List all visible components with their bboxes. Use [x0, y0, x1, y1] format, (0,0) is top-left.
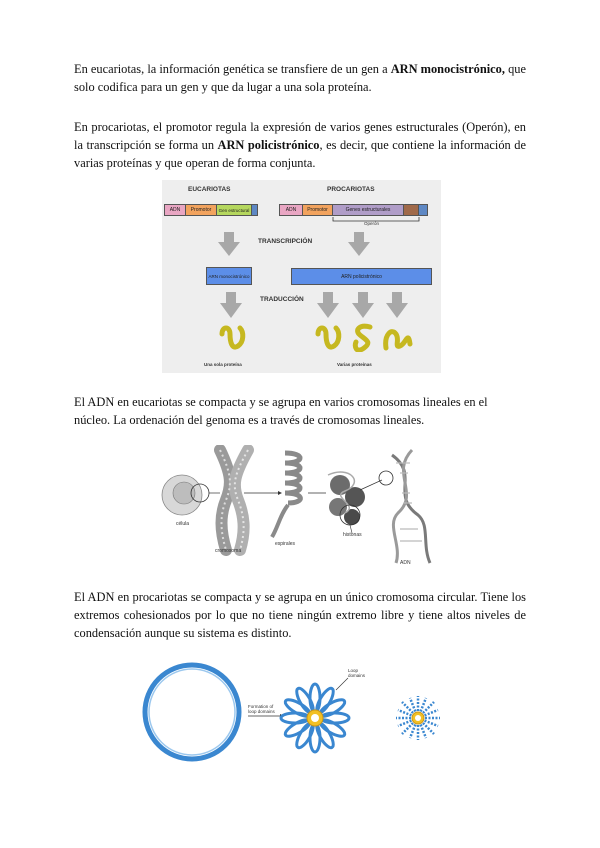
- gen-estructural-label: Gen estructural: [218, 207, 250, 213]
- protein-multi-1: [314, 324, 344, 354]
- arn-poli-label: ARN policistrónico: [341, 273, 382, 280]
- translation-arrow-right-1: [317, 292, 339, 318]
- nucleosome-icon: [328, 472, 382, 533]
- paragraph-arn-monocistronico: [74, 60, 526, 96]
- cromosoma-label: cromosoma: [215, 548, 242, 554]
- promotor-segment-right: [302, 204, 333, 216]
- paragraph-adn-procariotas: El ADN en procariotas se compacta y se agrupa en un único cromosoma circular. Tiene los extremos cohesionados por lo que no tiene ningún extremo libre y tiene altos niveles de condensación aunque su sistema es distinto.: [74, 590, 526, 640]
- protein-multi-3: [382, 324, 414, 354]
- adn-segment-left: [164, 204, 186, 216]
- brown-segment: [403, 204, 419, 216]
- cell-icon: [162, 475, 220, 515]
- genes-estructurales-segment: [332, 204, 404, 216]
- compaction-illustration: [160, 445, 460, 570]
- adn-segment-right-end: [418, 204, 428, 216]
- procariotas-title: PROCARIOTAS: [327, 186, 375, 193]
- varias-proteinas-label: Varias proteínas: [337, 362, 372, 367]
- promotor-segment-left: [185, 204, 217, 216]
- eucariotas-title: EUCARIOTAS: [188, 186, 231, 193]
- espirales-label: espirales: [275, 541, 296, 547]
- protein-single: [218, 324, 248, 354]
- bold-term-monocistronico: ARN monocistrónico,: [390, 62, 505, 76]
- histonas-label: histonas: [343, 532, 362, 538]
- translation-arrow-left: [220, 292, 242, 318]
- formation-label: Formation of loop domains: [248, 704, 275, 714]
- paragraph-text: que solo codifica para un gen y que da lugar a una sola proteína.: [74, 62, 526, 94]
- adn-segment-left-end: [251, 204, 258, 216]
- circular-dna-icon: [145, 665, 239, 759]
- una-proteina-label: Una sola proteína: [204, 362, 242, 367]
- dna-helix-icon: [379, 450, 430, 563]
- adn-label: ADN: [400, 560, 411, 566]
- genes-estructurales-label: Genes estructurales: [345, 207, 391, 213]
- promotor-label: Promotor: [190, 207, 212, 213]
- paragraph-text: , es decir, que contiene la información de varias proteínas y que operan de forma conjunta.: [74, 138, 526, 170]
- gen-estructural-segment: [216, 204, 252, 216]
- circular-chromosome-diagram: [140, 660, 450, 770]
- coiled-fiber-icon: [272, 453, 326, 537]
- protein-multi-2: [350, 322, 376, 352]
- arn-monocistronico-bar: [206, 267, 252, 285]
- paragraph-adn-eucariotas: El ADN en eucariotas se compacta y se agrupa en varios cromosomas lineales en el núcleo. La ordenación del genoma es a través de cromosomas lineales.: [74, 395, 488, 427]
- paragraph-text: En eucariotas, la información genética se transfiere de un gen a: [74, 62, 391, 76]
- circular-chromosome-illustration: [140, 660, 450, 770]
- promotor-label: Promotor: [307, 207, 328, 213]
- arn-policistronico-bar: [291, 268, 432, 285]
- adn-label: ADN: [285, 207, 297, 213]
- operon-label: Operón: [364, 221, 380, 226]
- adn-label: ADN: [169, 207, 181, 213]
- translation-arrow-right-2: [352, 292, 374, 318]
- transcription-arrow-right: [348, 232, 370, 256]
- loop-domains-icon: [281, 684, 349, 752]
- loop-domains-label: Loop domains: [348, 668, 366, 678]
- celula-label: célula: [176, 521, 190, 527]
- supercoiled-domains-icon: [396, 696, 440, 740]
- arn-mono-label: ARN monocistrónico: [208, 273, 250, 279]
- chromatin-compaction-diagram: [160, 445, 460, 570]
- paragraph-text: En procariotas, el promotor regula la expresión de varios genes estructurales (Operón), en la transcripción se forma un: [74, 120, 526, 152]
- transcripcion-label: TRANSCRIPCIÓN: [258, 238, 313, 245]
- traduccion-label: TRADUCCIÓN: [260, 296, 304, 303]
- transcription-diagram: [162, 180, 441, 373]
- transcription-arrow-left: [218, 232, 240, 256]
- bold-term-policistronico: ARN policistrónico: [217, 138, 320, 152]
- adn-segment-right: [279, 204, 303, 216]
- paragraph-arn-policistronico: [74, 118, 526, 172]
- translation-arrow-right-3: [386, 292, 408, 318]
